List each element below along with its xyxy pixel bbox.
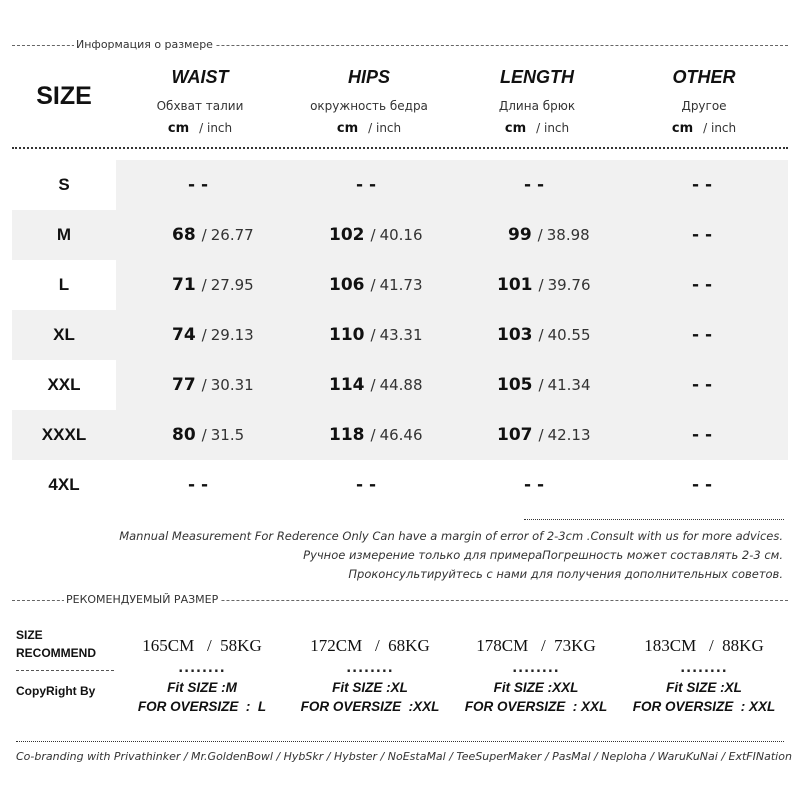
inch-value: 42.13 [547, 426, 591, 444]
other-cell [692, 260, 712, 310]
recommend-column [620, 636, 788, 714]
inch-value: 31.5 [210, 426, 245, 444]
empty-value: - - [356, 475, 377, 495]
size-label: S [58, 175, 70, 194]
note-english: Mannual Measurement For Rederence Only Can have a margin of error of 2-3cm .Consult with us for more advices. [119, 529, 783, 543]
waist-cell: 74 / 29.13 [172, 325, 254, 345]
column-title: OTHER [672, 67, 736, 87]
column-subtitle: окружность бедра [310, 99, 428, 113]
dots-separator: ........ [178, 661, 226, 676]
table-row [12, 410, 788, 460]
cm-value: 102 [329, 225, 365, 245]
height-weight: 165CM / 58KG [142, 636, 262, 655]
cm-value: 80 [172, 425, 196, 445]
co-branding-text: Co-branding with Privathinker / Mr.GoldenBowl / HybSkr / Hybster / NoEstaMal / TeeSuperMaker / PasMal / Neploha / WaruKuNai / ExtFINation [16, 750, 792, 763]
size-recommend-label [16, 626, 96, 662]
note-russian-2: Проконсультируйтесь с нами для получения дополнительных советов. [348, 567, 783, 581]
table-row [12, 460, 788, 510]
length-cell: 105 / 41.34 [497, 375, 591, 395]
unit-inch: / inch [199, 121, 233, 135]
column-header-hips [289, 67, 449, 136]
size-label: XXL [47, 375, 81, 394]
unit-inch: / inch [703, 121, 737, 135]
dots-separator: ........ [680, 661, 728, 676]
size-label: XL [53, 325, 75, 344]
table-row [12, 210, 788, 260]
length-cell [524, 460, 544, 510]
size-label: M [56, 225, 72, 244]
unit-inch: / inch [368, 121, 402, 135]
inch-value: 44.88 [379, 376, 423, 394]
recommend-left-divider [16, 670, 114, 671]
column-header-waist [120, 67, 280, 136]
note-russian-1: Ручное измерение только для примераПогрешность может составлять 2-3 см. [303, 548, 783, 562]
oversize: FOR OVERSIZE : XXL [632, 699, 776, 714]
waist-cell [188, 460, 208, 510]
unit-inch: / inch [536, 121, 570, 135]
height-weight: 172CM / 68KG [310, 636, 430, 655]
length-cell: 107 / 42.13 [497, 425, 591, 445]
oversize: FOR OVERSIZE : XXL [464, 699, 608, 714]
fit-size: Fit SIZE :M [167, 680, 237, 695]
cm-value: 107 [497, 425, 533, 445]
length-cell [524, 160, 544, 210]
cm-value: 114 [329, 375, 365, 395]
cm-value: 103 [497, 325, 533, 345]
cm-value: 118 [329, 425, 365, 445]
inch-value: 41.34 [547, 376, 591, 394]
waist-cell: 77 / 30.31 [172, 375, 254, 395]
fit-size: Fit SIZE :XXL [493, 680, 579, 695]
size-info-label: Информация о размере [76, 38, 213, 51]
inch-value: 26.77 [210, 226, 254, 244]
inch-value: 46.46 [379, 426, 423, 444]
column-title: HIPS [347, 67, 390, 87]
empty-value: - - [188, 175, 209, 195]
unit-cm: cm [671, 121, 694, 136]
waist-cell: 80 / 31.5 [172, 425, 245, 445]
other-cell [692, 410, 712, 460]
waist-cell: 71 / 27.95 [172, 275, 254, 295]
table-row [12, 310, 788, 360]
column-subtitle: Длина брюк [498, 99, 576, 113]
column-units [289, 121, 449, 136]
inch-value: 40.55 [547, 326, 591, 344]
length-cell: 103 / 40.55 [497, 325, 591, 345]
empty-value: - - [356, 175, 377, 195]
unit-cm: cm [167, 121, 190, 136]
column-header-length [457, 67, 617, 136]
height-weight: 183CM / 88KG [644, 636, 764, 655]
size-label: XXXL [41, 425, 87, 444]
column-title: LENGTH [500, 67, 574, 87]
footer-divider [16, 741, 784, 742]
other-cell [692, 360, 712, 410]
size-recommend-line1: SIZE [16, 628, 43, 642]
other-cell [692, 310, 712, 360]
table-row [12, 160, 788, 210]
cm-value: 71 [172, 275, 196, 295]
dots-separator: ........ [346, 661, 394, 676]
inch-value: 38.98 [546, 226, 590, 244]
recommend-label: РЕКОМЕНДУЕМЫЙ РАЗМЕР [66, 593, 219, 606]
inch-value: 39.76 [547, 276, 591, 294]
column-title: WAIST [171, 67, 229, 87]
table-row [12, 260, 788, 310]
size-label: L [58, 275, 70, 294]
height-weight: 178CM / 73KG [476, 636, 596, 655]
recommend-column [452, 636, 620, 714]
hips-cell: 106 / 41.73 [329, 275, 423, 295]
empty-value: - - [692, 375, 713, 395]
cm-value: 68 [172, 225, 196, 245]
fit-size: Fit SIZE :XL [666, 680, 742, 695]
column-subtitle: Обхват талии [156, 99, 244, 113]
cm-value: 101 [497, 275, 533, 295]
cm-value: 77 [172, 375, 196, 395]
size-recommend-line2: RECOMMEND [16, 646, 96, 660]
empty-value: - - [692, 275, 713, 295]
size-label: 4XL [48, 475, 80, 494]
column-units [120, 121, 280, 136]
column-units [624, 121, 784, 136]
cm-value: 106 [329, 275, 365, 295]
oversize: FOR OVERSIZE : L [137, 699, 267, 714]
cm-value: 110 [329, 325, 365, 345]
other-cell [692, 160, 712, 210]
inch-value: 40.16 [379, 226, 423, 244]
empty-value: - - [692, 225, 713, 245]
empty-value: - - [692, 175, 713, 195]
copyright-label: CopyRight By [16, 684, 96, 698]
empty-value: - - [692, 475, 713, 495]
column-units [457, 121, 617, 136]
inch-value: 41.73 [379, 276, 423, 294]
inch-value: 29.13 [210, 326, 254, 344]
table-row [12, 360, 788, 410]
unit-cm: cm [504, 121, 527, 136]
header-divider [12, 147, 788, 149]
unit-cm: cm [336, 121, 359, 136]
empty-value: - - [524, 175, 545, 195]
hips-cell: 110 / 43.31 [329, 325, 423, 345]
notes-divider [524, 519, 784, 520]
other-cell [692, 210, 712, 260]
size-header: SIZE [36, 82, 92, 110]
inch-value: 43.31 [379, 326, 423, 344]
length-cell: 99 / 38.98 [508, 225, 590, 245]
fit-size: Fit SIZE :XL [332, 680, 408, 695]
hips-cell [356, 160, 376, 210]
oversize: FOR OVERSIZE :XXL [300, 699, 440, 714]
inch-value: 30.31 [210, 376, 254, 394]
cm-value: 105 [497, 375, 533, 395]
hips-cell [356, 460, 376, 510]
empty-value: - - [692, 325, 713, 345]
inch-value: 27.95 [210, 276, 254, 294]
recommend-column [118, 636, 286, 714]
cm-value: 74 [172, 325, 196, 345]
length-cell: 101 / 39.76 [497, 275, 591, 295]
cm-value: 99 [508, 225, 532, 245]
column-subtitle: Другое [681, 99, 727, 113]
empty-value: - - [188, 475, 209, 495]
other-cell [692, 460, 712, 510]
waist-cell: 68 / 26.77 [172, 225, 254, 245]
column-header-other [624, 67, 784, 136]
dots-separator: ........ [512, 661, 560, 676]
hips-cell: 114 / 44.88 [329, 375, 423, 395]
hips-cell: 118 / 46.46 [329, 425, 423, 445]
hips-cell: 102 / 40.16 [329, 225, 423, 245]
recommend-column [286, 636, 454, 714]
waist-cell [188, 160, 208, 210]
empty-value: - - [524, 475, 545, 495]
empty-value: - - [692, 425, 713, 445]
